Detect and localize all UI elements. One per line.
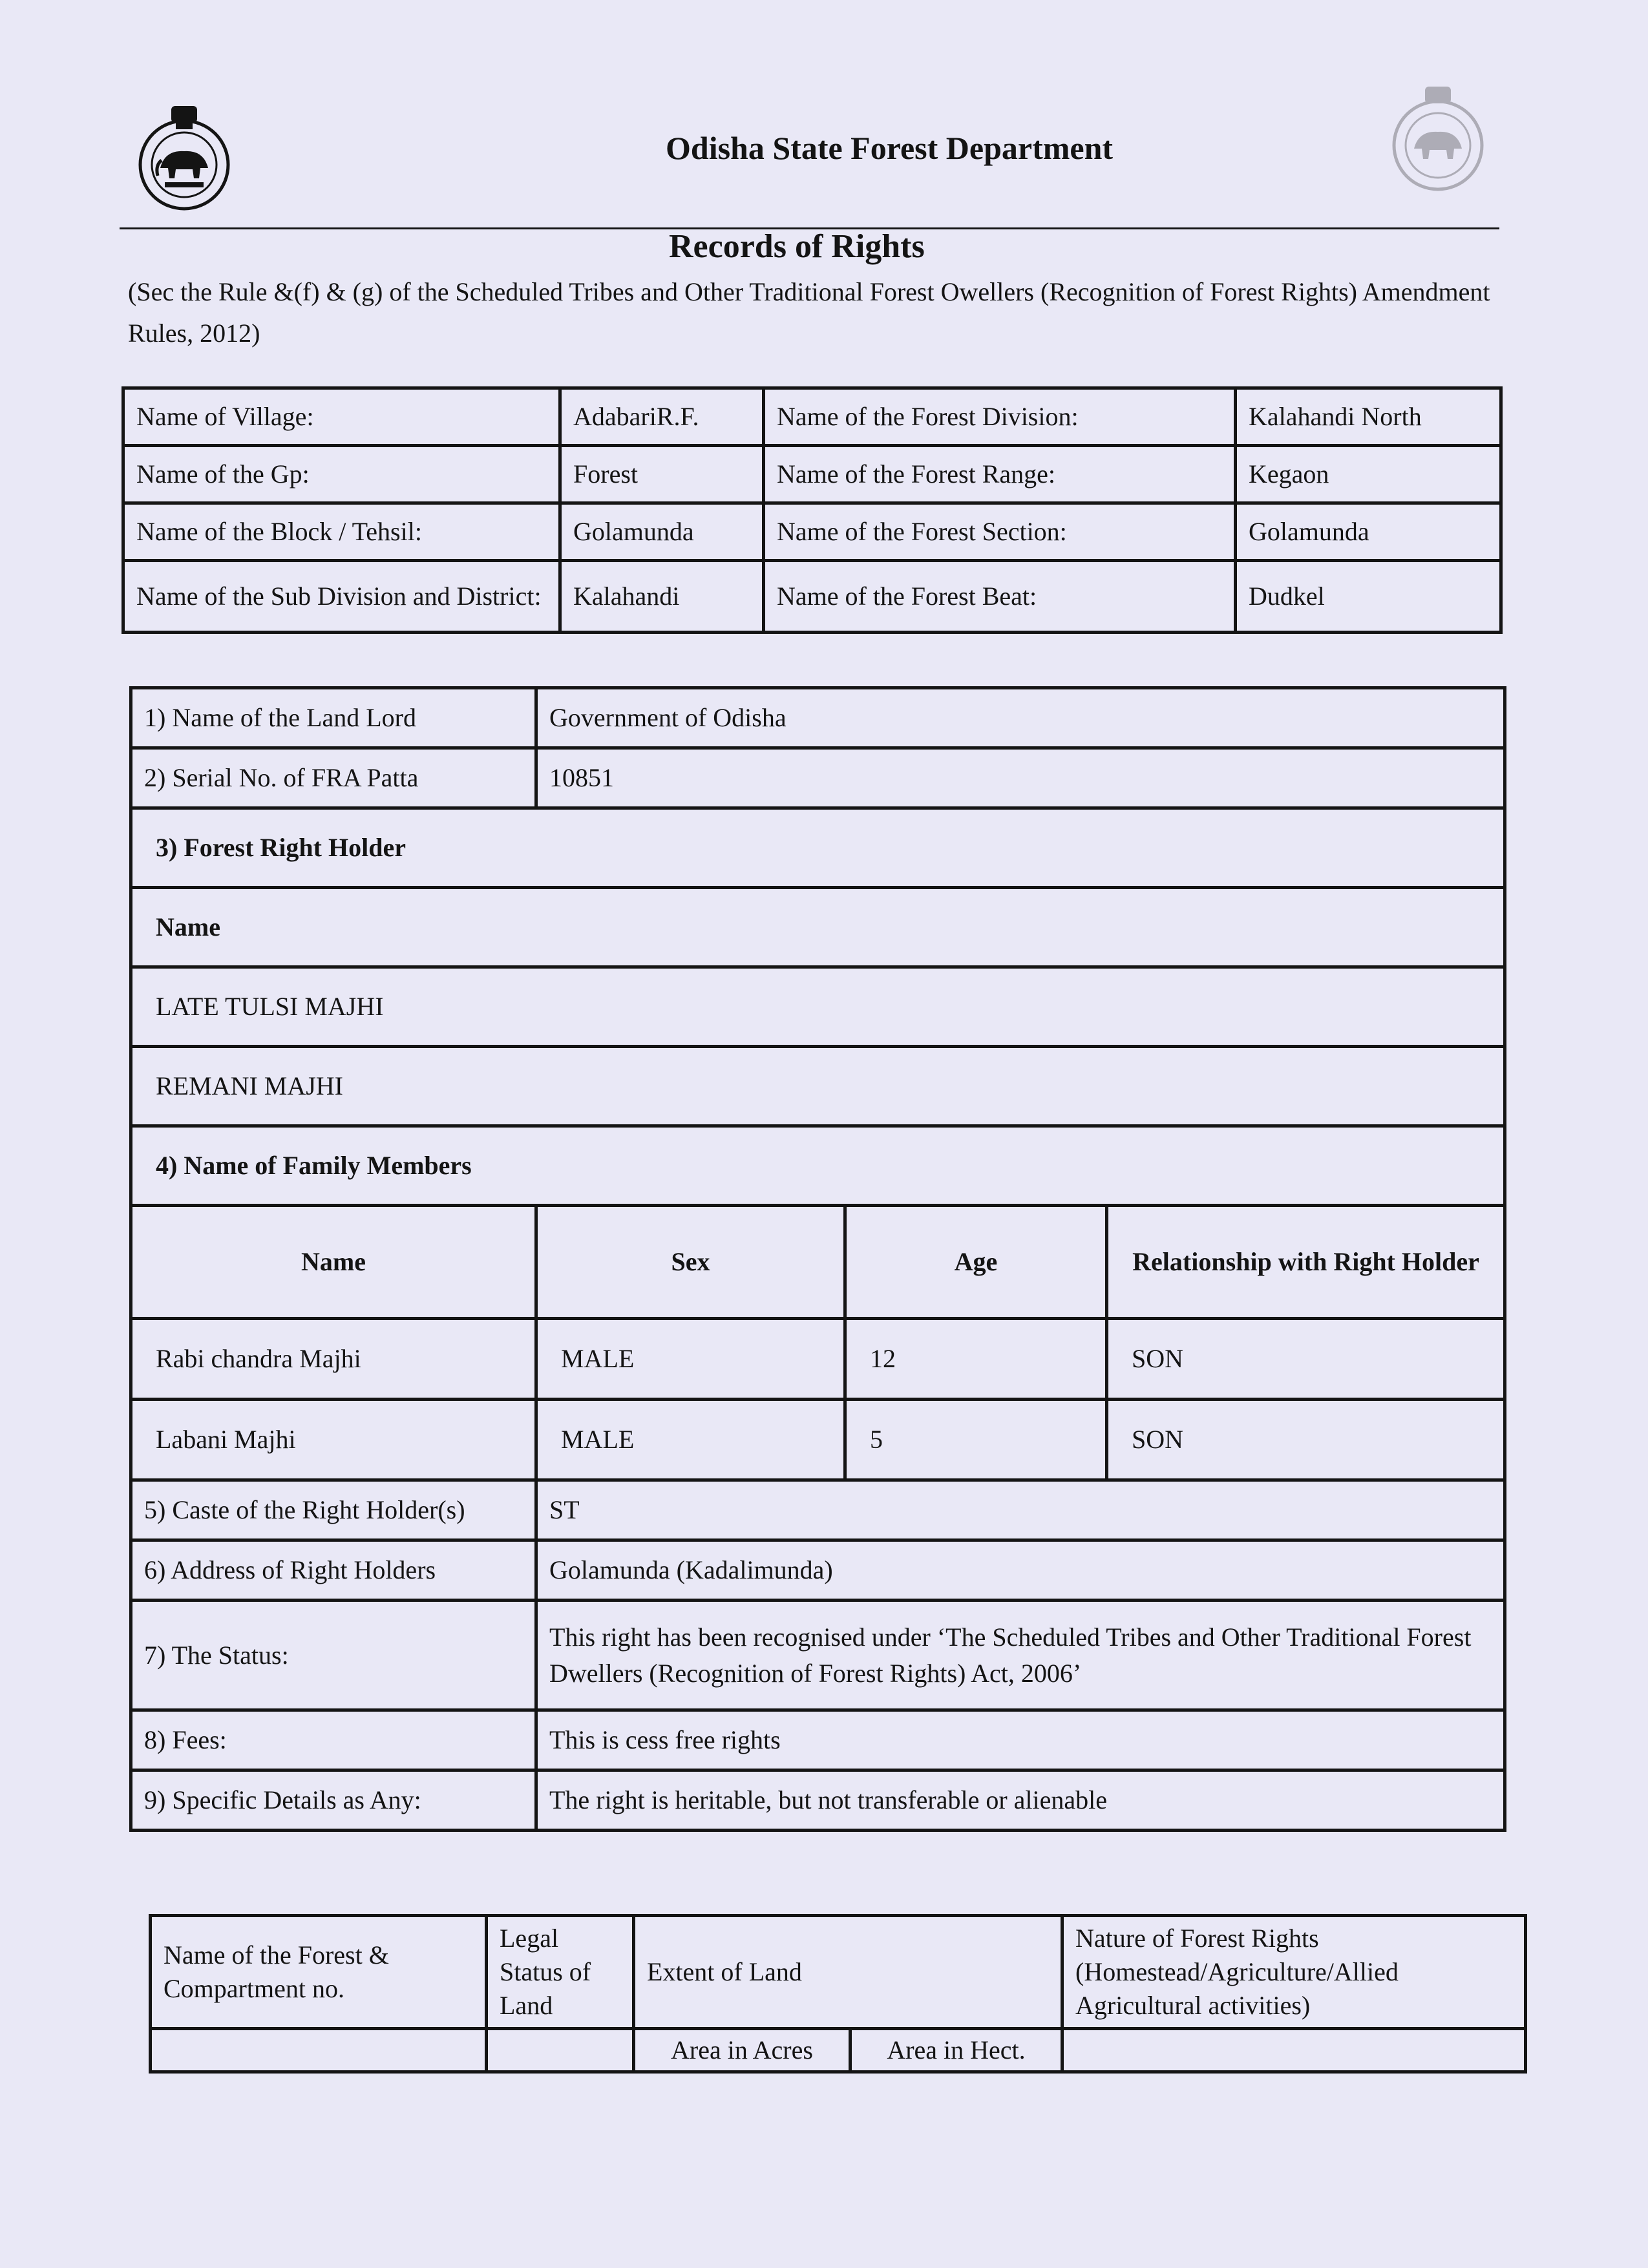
family-member-sex: MALE (536, 1400, 845, 1480)
table-row (131, 1601, 1505, 1710)
village-value: AdabariR.F. (560, 388, 764, 446)
nature-label: Nature of Forest Rights (Homestead/Agriculture/Allied Agricultural activities) (1062, 1916, 1526, 2029)
details-value: The right is heritable, but not transferable or alienable (536, 1770, 1505, 1831)
gp-value: Forest (560, 446, 764, 503)
land-extent-table (149, 1914, 1527, 2074)
forest-compartment-label: Name of the Forest & Compartment no. (151, 1916, 487, 2029)
caste-value: ST (536, 1480, 1505, 1540)
family-member-name: Labani Majhi (131, 1400, 536, 1480)
family-col-name: Name (131, 1206, 536, 1319)
address-label: 6) Address of Right Holders (131, 1540, 536, 1601)
location-table (121, 386, 1503, 634)
table-row (123, 561, 1501, 633)
village-label: Name of Village: (123, 388, 560, 446)
table-row (131, 1540, 1505, 1601)
fees-value: This is cess free rights (536, 1710, 1505, 1770)
family-col-sex: Sex (536, 1206, 845, 1319)
details-label: 9) Specific Details as Any: (131, 1770, 536, 1831)
family-member-name: Rabi chandra Majhi (131, 1319, 536, 1400)
record-title: Records of Rights (669, 228, 925, 265)
beat-label: Name of the Forest Beat: (764, 561, 1236, 633)
family-member-age: 5 (845, 1400, 1107, 1480)
table-row (131, 1770, 1505, 1831)
holder-name-heading: Name (131, 888, 1505, 967)
holder-name: REMANI MAJHI (131, 1047, 1505, 1126)
family-member-sex: MALE (536, 1319, 845, 1400)
table-row (151, 2029, 1526, 2072)
block-value: Golamunda (560, 503, 764, 561)
caste-label: 5) Caste of the Right Holder(s) (131, 1480, 536, 1540)
subdivision-label: Name of the Sub Division and District: (123, 561, 560, 633)
department-title: Odisha State Forest Department (666, 130, 1114, 166)
subdivision-value: Kalahandi (560, 561, 764, 633)
forest-compartment-value (151, 2029, 487, 2072)
range-label: Name of the Forest Range: (764, 446, 1236, 503)
nature-value (1062, 2029, 1526, 2072)
fees-label: 8) Fees: (131, 1710, 536, 1770)
table-row (131, 1319, 1505, 1400)
table-row (131, 1480, 1505, 1540)
division-value: Kalahandi North (1236, 388, 1501, 446)
area-hect-label: Area in Hect. (850, 2029, 1062, 2072)
table-row (131, 967, 1505, 1047)
section-label: Name of the Forest Section: (764, 503, 1236, 561)
address-value: Golamunda (Kadalimunda) (536, 1540, 1505, 1601)
table-row (131, 1710, 1505, 1770)
landlord-label: 1) Name of the Land Lord (131, 688, 536, 748)
family-member-relation: SON (1107, 1400, 1505, 1480)
status-label: 7) The Status: (131, 1601, 536, 1710)
table-row (131, 1206, 1505, 1319)
gp-label: Name of the Gp: (123, 446, 560, 503)
holder-heading: 3) Forest Right Holder (131, 808, 1505, 888)
table-row (131, 808, 1505, 888)
table-row (131, 888, 1505, 967)
range-value: Kegaon (1236, 446, 1501, 503)
family-member-relation: SON (1107, 1319, 1505, 1400)
rule-reference: (Sec the Rule &(f) & (g) of the Scheduled Tribes and Other Traditional Forest Owellers (Recognition of Forest Rights) Amendment Rules, 2012) (128, 277, 1490, 348)
table-row (131, 1047, 1505, 1126)
legal-status-value (487, 2029, 634, 2072)
table-row (131, 688, 1505, 748)
area-acres-label: Area in Acres (634, 2029, 850, 2072)
holder-name: LATE TULSI MAJHI (131, 967, 1505, 1047)
table-row (123, 446, 1501, 503)
table-row (123, 503, 1501, 561)
beat-value: Dudkel (1236, 561, 1501, 633)
division-label: Name of the Forest Division: (764, 388, 1236, 446)
table-row (151, 1916, 1526, 2029)
table-row (131, 1126, 1505, 1206)
family-col-age: Age (845, 1206, 1107, 1319)
family-member-age: 12 (845, 1319, 1107, 1400)
serial-value: 10851 (536, 748, 1505, 808)
table-row (123, 388, 1501, 446)
serial-label: 2) Serial No. of FRA Patta (131, 748, 536, 808)
legal-status-label: Legal Status of Land (487, 1916, 634, 2029)
family-heading: 4) Name of Family Members (131, 1126, 1505, 1206)
table-row (131, 1400, 1505, 1480)
status-value: This right has been recognised under ‘The Scheduled Tribes and Other Traditional Forest Dwellers (Recognition of Forest Rights) Act, 2006’ (536, 1601, 1505, 1710)
landlord-value: Government of Odisha (536, 688, 1505, 748)
table-row (131, 748, 1505, 808)
block-label: Name of the Block / Tehsil: (123, 503, 560, 561)
section-value: Golamunda (1236, 503, 1501, 561)
family-col-relation: Relationship with Right Holder (1107, 1206, 1505, 1319)
extent-label: Extent of Land (634, 1916, 1062, 2029)
rights-record-table (129, 686, 1506, 1832)
